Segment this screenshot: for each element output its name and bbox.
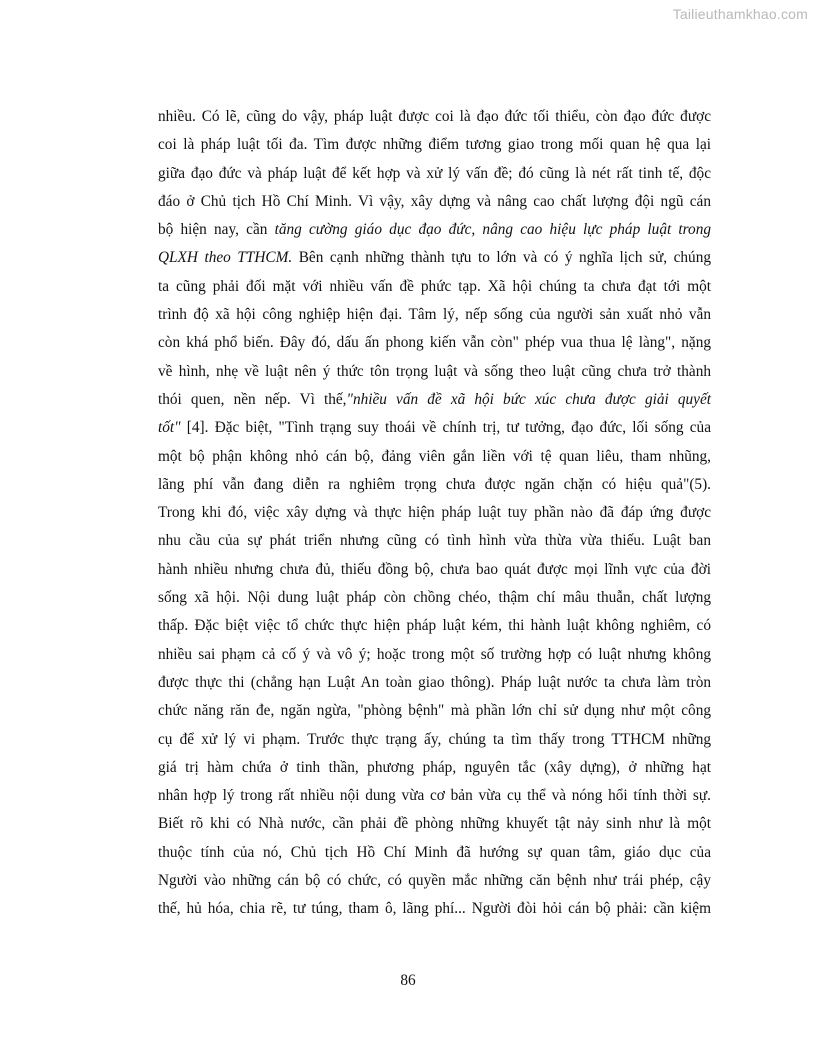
text-line bbox=[158, 329, 711, 357]
text-run: coi là pháp luật tối đa. Tìm được những điểm tương giao trong mối quan hệ qua lại bbox=[158, 136, 711, 154]
italic-text-run: QLXH theo TTHCM. bbox=[158, 249, 293, 267]
text-run: Người vào những cán bộ có chức, có quyền mắc những căn bệnh như trái phép, cậy bbox=[158, 872, 711, 890]
text-line bbox=[158, 641, 711, 669]
text-run: lãng phí vẫn đang diễn ra nghiêm trọng chưa được ngăn chặn có hiệu quả"(5). bbox=[158, 475, 711, 493]
text-line bbox=[158, 301, 711, 329]
text-run: Bên cạnh những thành tựu to lớn và có ý nghĩa lịch sử, chúng bbox=[292, 249, 711, 267]
text-line bbox=[158, 697, 711, 725]
italic-text-run: tăng cường giáo dục đạo đức, nâng cao hiệu lực pháp luật trong bbox=[274, 221, 711, 239]
text-run: nhu cầu của sự phát triển nhưng cũng có tình hình vừa thừa vừa thiếu. Luật ban bbox=[158, 532, 711, 550]
text-line bbox=[158, 131, 711, 159]
text-line bbox=[158, 810, 711, 838]
text-run: [4]. Đặc biệt, "Tình trạng suy thoái về chính trị, tư tưởng, đạo đức, lối sống của bbox=[180, 419, 711, 437]
text-line bbox=[158, 669, 711, 697]
text-run: Biết rõ khi có Nhà nước, cần phải đề phòng những khuyết tật nảy sinh như là một bbox=[158, 815, 711, 833]
text-line bbox=[158, 499, 711, 527]
text-run: nhiều. Có lẽ, cũng do vậy, pháp luật được coi là đạo đức tối thiểu, còn đạo đức được bbox=[158, 108, 711, 125]
text-run: nhiều sai phạm cả cố ý và vô ý; hoặc trong một số trường hợp có luật nhưng không bbox=[158, 645, 711, 663]
text-line bbox=[158, 867, 711, 895]
text-line bbox=[158, 612, 711, 640]
text-line bbox=[158, 839, 711, 867]
text-line bbox=[158, 216, 711, 244]
text-line bbox=[158, 782, 711, 810]
text-line bbox=[158, 244, 711, 272]
text-run: ta cũng phải đối mặt với nhiều vấn đề phức tạp. Xã hội chúng ta chưa đạt tới một bbox=[158, 277, 711, 295]
text-line bbox=[158, 443, 711, 471]
text-run: giữa đạo đức và pháp luật để kết hợp và xử lý vấn đề; đó cũng là nét rất tinh tế, độc bbox=[158, 164, 711, 182]
text-run: chức năng răn đe, ngăn ngừa, "phòng bệnh" mà phần lớn chỉ sử dụng như một công bbox=[158, 702, 711, 720]
text-line bbox=[158, 160, 711, 188]
text-run: được thực thi (chẳng hạn Luật An toàn giao thông). Pháp luật nước ta chưa làm tròn bbox=[158, 673, 711, 691]
text-line bbox=[158, 103, 711, 131]
text-run: thế, hủ hóa, chia rẽ, tư túng, tham ô, lãng phí... Người đòi hỏi cán bộ phải: cần kiệm bbox=[158, 900, 711, 918]
text-run: đáo ở Chủ tịch Hồ Chí Minh. Vì vậy, xây dựng và nâng cao chất lượng đội ngũ cán bbox=[158, 192, 711, 210]
text-line bbox=[158, 414, 711, 442]
page-number: 86 bbox=[400, 972, 416, 989]
text-run: sống xã hội. Nội dung luật pháp còn chồng chéo, thậm chí mâu thuẫn, chất lượng bbox=[158, 589, 711, 607]
text-run: thuộc tính của nó, Chủ tịch Hồ Chí Minh đã hướng sự quan tâm, giáo dục của bbox=[158, 843, 711, 861]
text-line bbox=[158, 895, 711, 923]
text-run: cụ để xử lý vi phạm. Trước thực trạng ấy, chúng ta tìm thấy trong TTHCM những bbox=[158, 730, 711, 748]
text-line bbox=[158, 726, 711, 754]
text-run: về hình, nhẹ về luật nên ý thức tôn trọng luật và sống theo luật cũng chưa trở thành bbox=[158, 362, 711, 380]
text-line bbox=[158, 188, 711, 216]
text-run: bộ hiện nay, cần bbox=[158, 221, 275, 239]
watermark: Tailieuthamkhao.com bbox=[672, 6, 808, 22]
text-line bbox=[158, 527, 711, 555]
italic-text-run: tốt" bbox=[158, 419, 181, 437]
text-run: thấp. Đặc biệt việc tổ chức thực hiện pháp luật kém, thi hành luật không nghiêm, có bbox=[158, 617, 711, 635]
italic-text-run: "nhiều vấn đề xã hội bức xúc chưa được giải quyết bbox=[346, 390, 711, 408]
text-run: một bộ phận không nhỏ cán bộ, đảng viên gắn liền với tệ quan liêu, tham nhũng, bbox=[158, 447, 711, 465]
text-run: nhân hợp lý trong rất nhiều nội dung vừa cơ bản vừa cụ thể và nóng hổi tính thời sự. bbox=[158, 787, 711, 805]
text-run: còn khá phổ biến. Đây đó, dấu ấn phong kiến vẫn còn" phép vua thua lệ làng", nặng bbox=[158, 334, 711, 352]
text-line bbox=[158, 358, 711, 386]
text-line bbox=[158, 584, 711, 612]
text-run: giá trị hàm chứa ở tinh thần, phương pháp, nguyên tắc (xây dựng), ở những hạt bbox=[158, 758, 711, 776]
text-line bbox=[158, 471, 711, 499]
text-run: trình độ xã hội công nghiệp hiện đại. Tâm lý, nếp sống của người sản xuất nhỏ vẫn bbox=[158, 306, 711, 324]
text-run: thói quen, nền nếp. Vì thế, bbox=[158, 390, 347, 408]
text-line bbox=[158, 273, 711, 301]
body-paragraph bbox=[158, 103, 711, 924]
text-run: hành nhiều nhưng chưa đủ, thiếu đồng bộ, chưa bao quát được mọi lĩnh vực của đời bbox=[158, 560, 711, 578]
text-line bbox=[158, 754, 711, 782]
text-line bbox=[158, 386, 711, 414]
text-run: Trong khi đó, việc xây dựng và thực hiện pháp luật tuy phần nào đã đáp ứng được bbox=[158, 504, 711, 522]
text-line bbox=[158, 556, 711, 584]
